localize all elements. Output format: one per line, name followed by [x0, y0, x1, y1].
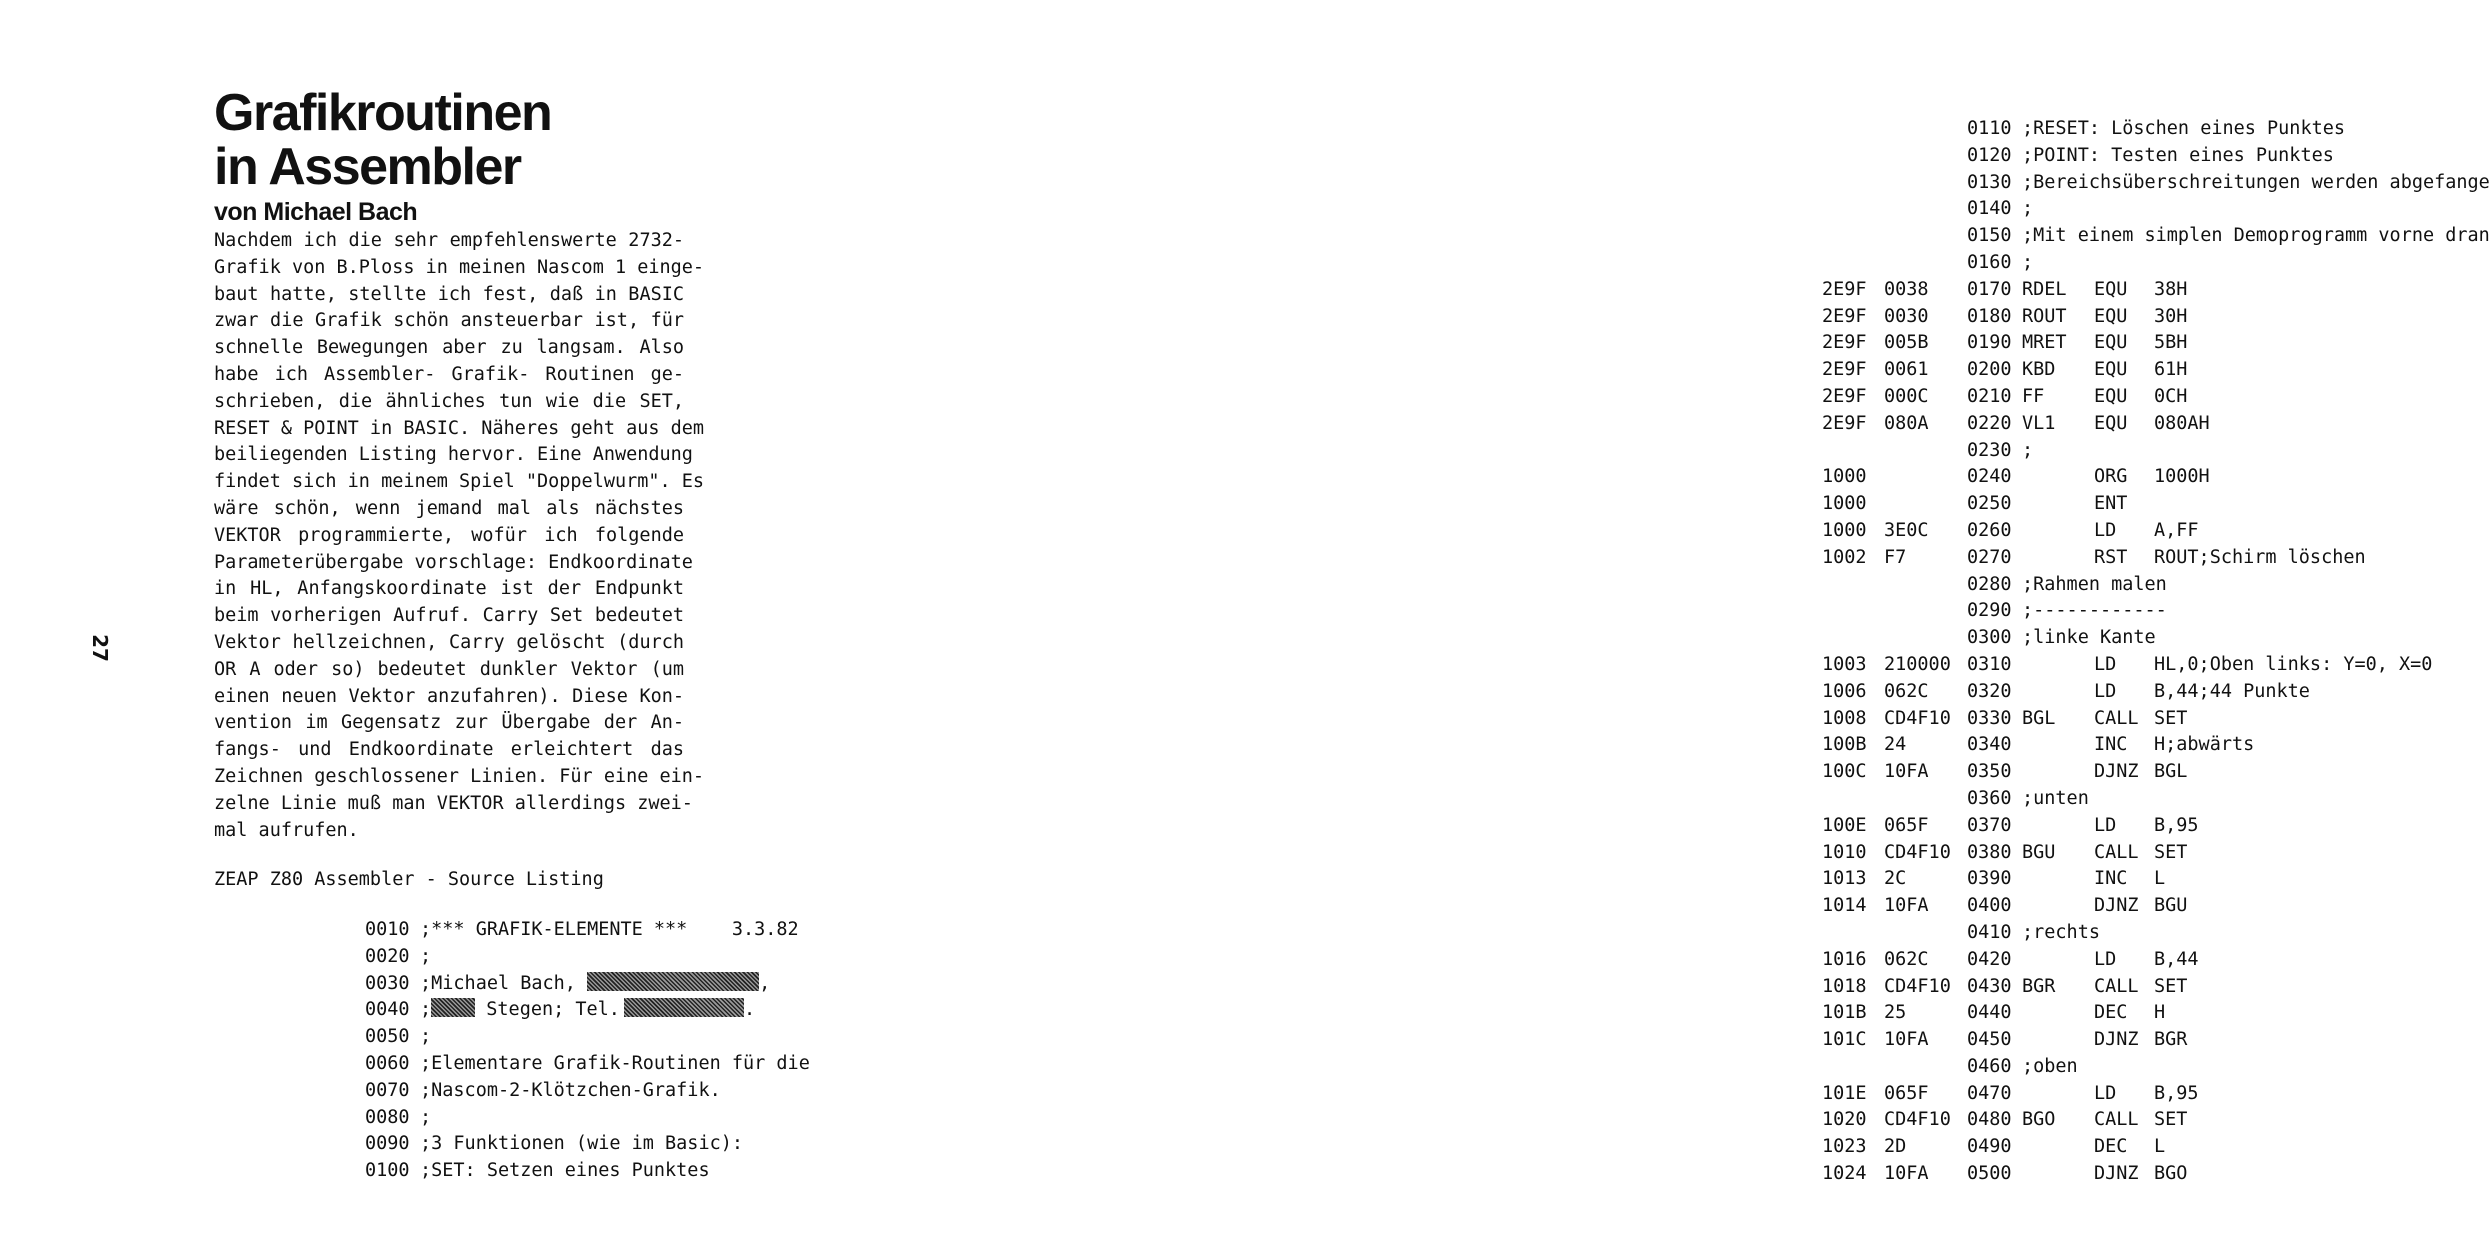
operand: 1000H — [2154, 466, 2210, 488]
operand: L — [2154, 1136, 2166, 1158]
source-text: ;SET: Setzen eines Punktes — [420, 1160, 710, 1182]
line-number: 0150 — [1967, 225, 2012, 247]
body-line: beim vorherigen Aufruf. Carry Set bedeutet — [214, 605, 684, 627]
operand: SET — [2154, 1109, 2188, 1131]
source-text-part: . — [743, 999, 756, 1021]
right-page — [877, 0, 2490, 1240]
line-number: 0290 — [1967, 600, 2012, 622]
source-text — [420, 997, 755, 1024]
address: 1000 — [1822, 519, 1867, 541]
line-number: 0360 — [1967, 787, 2012, 809]
address: 1013 — [1822, 868, 1867, 890]
source-text: ; — [2022, 251, 2034, 273]
body-line: fangs- und Endkoordinate erleichtert das — [214, 739, 684, 761]
mnemonic: INC — [2094, 868, 2128, 890]
object-code: 10FA — [1884, 1163, 1929, 1185]
source-text: ;oben — [2022, 1055, 2078, 1077]
object-code: 3E0C — [1884, 519, 1929, 541]
object-code: CD4F10 — [1884, 975, 1951, 997]
source-text-part: , — [759, 972, 771, 994]
title-line-2: in Assembler — [214, 138, 521, 196]
mnemonic: DJNZ — [2094, 1029, 2139, 1051]
mnemonic: ENT — [2094, 493, 2128, 515]
body-line: beiliegenden Listing hervor. Eine Anwendung — [214, 444, 693, 466]
body-line: habe ich Assembler- Grafik- Routinen ge- — [214, 363, 684, 385]
body-line: wäre schön, wenn jemand mal als nächstes — [214, 497, 684, 519]
operand: 0CH — [2154, 385, 2188, 407]
address: 1014 — [1822, 895, 1867, 917]
operand: B,44;44 Punkte — [2154, 680, 2310, 702]
label: BGL — [2022, 707, 2056, 729]
source-text: ; — [420, 1026, 432, 1048]
mnemonic: EQU — [2094, 359, 2128, 381]
source-text: ;Bereichsüberschreitungen werden abgefange — [2022, 171, 2490, 193]
page-number: 27 — [87, 634, 112, 662]
mnemonic: ORG — [2094, 466, 2128, 488]
line-number: 0500 — [1967, 1163, 2012, 1185]
body-line: zwar die Grafik schön ansteuerbar ist, für — [214, 310, 684, 332]
address: 101B — [1822, 1002, 1867, 1024]
object-code: 005B — [1884, 332, 1929, 354]
line-number: 0310 — [1967, 653, 2012, 675]
object-code: 062C — [1884, 948, 1929, 970]
mnemonic: CALL — [2094, 841, 2139, 863]
line-number: 0410 — [1967, 921, 2012, 943]
mnemonic: EQU — [2094, 412, 2128, 434]
object-code: 0061 — [1884, 359, 1929, 381]
article-title — [214, 86, 551, 194]
line-number: 0130 — [1967, 171, 2012, 193]
object-code: 210000 — [1884, 653, 1951, 675]
body-line: Grafik von B.Ploss in meinen Nascom 1 einge- — [214, 256, 705, 278]
operand: 61H — [2154, 359, 2188, 381]
line-number: 0450 — [1967, 1029, 2012, 1051]
operand: SET — [2154, 707, 2188, 729]
body-line: OR A oder so) bedeutet dunkler Vektor (um — [214, 658, 684, 680]
mnemonic: EQU — [2094, 278, 2128, 300]
address: 1020 — [1822, 1109, 1867, 1131]
source-text: ;------------ — [2022, 600, 2167, 622]
line-number: 0240 — [1967, 466, 2012, 488]
mnemonic: DEC — [2094, 1002, 2128, 1024]
operand: 080AH — [2154, 412, 2210, 434]
source-text: ;Nascom-2-Klötzchen-Grafik. — [420, 1079, 721, 1101]
mnemonic: DJNZ — [2094, 761, 2139, 783]
object-code: CD4F10 — [1884, 707, 1951, 729]
label: BGR — [2022, 975, 2056, 997]
line-number: 0480 — [1967, 1109, 2012, 1131]
address: 1000 — [1822, 466, 1867, 488]
operand: BGL — [2154, 761, 2188, 783]
body-line: VEKTOR programmierte, wofür ich folgende — [214, 524, 684, 546]
operand: BGO — [2154, 1163, 2188, 1185]
line-number: 0070 — [365, 1079, 410, 1101]
object-code: 000C — [1884, 385, 1929, 407]
object-code: 2C — [1884, 868, 1907, 890]
address: 2E9F — [1822, 385, 1867, 407]
mnemonic: LD — [2094, 653, 2117, 675]
line-number: 0260 — [1967, 519, 2012, 541]
source-text: ; — [2022, 439, 2034, 461]
line-number: 0330 — [1967, 707, 2012, 729]
address: 2E9F — [1822, 359, 1867, 381]
line-number: 0280 — [1967, 573, 2012, 595]
operand: B,95 — [2154, 1082, 2199, 1104]
line-number: 0060 — [365, 1052, 410, 1074]
line-number: 0050 — [365, 1026, 410, 1048]
source-text: ; — [2022, 198, 2034, 220]
address: 1018 — [1822, 975, 1867, 997]
left-page — [0, 0, 877, 1240]
line-number: 0250 — [1967, 493, 2012, 515]
label: FF — [2022, 385, 2045, 407]
title-line-1: Grafikroutinen — [214, 84, 552, 142]
mnemonic: LD — [2094, 1082, 2117, 1104]
line-number: 0320 — [1967, 680, 2012, 702]
body-line: findet sich in meinem Spiel "Doppelwurm". Es — [214, 471, 705, 493]
address: 2E9F — [1822, 332, 1867, 354]
source-text: ;POINT: Testen eines Punktes — [2022, 144, 2334, 166]
address: 1023 — [1822, 1136, 1867, 1158]
object-code: 065F — [1884, 814, 1929, 836]
line-number: 0160 — [1967, 251, 2012, 273]
body-line: baut hatte, stellte ich fest, daß in BASIC — [214, 283, 684, 305]
address: 101E — [1822, 1082, 1867, 1104]
source-text: ;Elementare Grafik-Routinen für die — [420, 1052, 810, 1074]
body-line: Zeichnen geschlossener Linien. Für eine ein- — [214, 765, 705, 787]
address: 2E9F — [1822, 278, 1867, 300]
label: MRET — [2022, 332, 2067, 354]
source-text: ;unten — [2022, 787, 2089, 809]
line-number: 0440 — [1967, 1002, 2012, 1024]
address: 1006 — [1822, 680, 1867, 702]
address: 1003 — [1822, 653, 1867, 675]
body-line: Parameterübergabe vorschlage: Endkoordinate — [214, 551, 693, 573]
mnemonic: LD — [2094, 519, 2117, 541]
object-code: 10FA — [1884, 1029, 1929, 1051]
operand: BGR — [2154, 1029, 2188, 1051]
mnemonic: INC — [2094, 734, 2128, 756]
article-body — [214, 228, 705, 844]
object-code: 10FA — [1884, 895, 1929, 917]
source-text: ;Mit einem simplen Demoprogramm vorne dran — [2022, 225, 2490, 247]
line-number: 0230 — [1967, 439, 2012, 461]
mnemonic: DEC — [2094, 1136, 2128, 1158]
operand: SET — [2154, 841, 2188, 863]
line-number: 0120 — [1967, 144, 2012, 166]
body-line: Nachdem ich die sehr empfehlenswerte 2732- — [214, 230, 684, 251]
mnemonic: RST — [2094, 546, 2128, 568]
operand: BGU — [2154, 895, 2188, 917]
operand: B,44 — [2154, 948, 2199, 970]
line-number: 0270 — [1967, 546, 2012, 568]
line-number: 0020 — [365, 945, 410, 967]
label: KBD — [2022, 359, 2056, 381]
source-text: ;linke Kante — [2022, 627, 2156, 649]
article-author: von Michael Bach — [214, 198, 418, 226]
line-number: 0170 — [1967, 278, 2012, 300]
mnemonic: LD — [2094, 680, 2117, 702]
line-number: 0090 — [365, 1133, 410, 1155]
body-line: in HL, Anfangskoordinate ist der Endpunkt — [214, 578, 684, 600]
source-text: ;Rahmen malen — [2022, 573, 2167, 595]
object-code: 080A — [1884, 412, 1929, 434]
redaction-block — [431, 998, 475, 1017]
object-code: 2D — [1884, 1136, 1907, 1158]
line-number: 0190 — [1967, 332, 2012, 354]
address: 100C — [1822, 761, 1867, 783]
body-line: Vektor hellzeichnen, Carry gelöscht (durch — [214, 631, 684, 653]
mnemonic: DJNZ — [2094, 1163, 2139, 1185]
redaction-block — [587, 972, 759, 991]
mnemonic: CALL — [2094, 975, 2139, 997]
label: VL1 — [2022, 412, 2056, 434]
body-line: zelne Linie muß man VEKTOR allerdings zwei- — [214, 792, 693, 814]
source-text-part: ;Michael Bach, — [420, 972, 588, 994]
mnemonic: EQU — [2094, 332, 2128, 354]
address: 2E9F — [1822, 412, 1867, 434]
operand: A,FF — [2154, 519, 2199, 541]
address: 1008 — [1822, 707, 1867, 729]
line-number: 0210 — [1967, 385, 2012, 407]
line-number: 0390 — [1967, 868, 2012, 890]
mnemonic: CALL — [2094, 1109, 2139, 1131]
line-number: 0010 — [365, 919, 410, 940]
line-number: 0140 — [1967, 198, 2012, 220]
listing-heading: ZEAP Z80 Assembler - Source Listing — [214, 869, 604, 890]
object-code: 10FA — [1884, 761, 1929, 783]
label: BGU — [2022, 841, 2056, 863]
operand: H — [2154, 1002, 2166, 1024]
body-line: schrieben, die ähnliches tun wie die SET, — [214, 390, 684, 412]
operand: 5BH — [2154, 332, 2188, 354]
mnemonic: LD — [2094, 948, 2117, 970]
line-number: 0380 — [1967, 841, 2012, 863]
object-code: 25 — [1884, 1002, 1907, 1024]
object-code: 0030 — [1884, 305, 1929, 327]
label: RDEL — [2022, 278, 2067, 300]
line-number: 0400 — [1967, 895, 2012, 917]
object-code: 24 — [1884, 734, 1907, 756]
label: ROUT — [2022, 305, 2067, 327]
line-number: 0460 — [1967, 1055, 2012, 1077]
body-line: RESET & POINT in BASIC. Näheres geht aus dem — [214, 417, 705, 439]
address: 1024 — [1822, 1163, 1867, 1185]
line-number: 0200 — [1967, 359, 2012, 381]
line-number: 0430 — [1967, 975, 2012, 997]
source-text — [420, 971, 770, 998]
operand: ROUT;Schirm löschen — [2154, 546, 2366, 568]
line-number: 0040 — [365, 999, 410, 1021]
source-text: ;RESET: Löschen eines Punktes — [2022, 118, 2346, 139]
source-text: ; — [420, 945, 432, 967]
mnemonic: CALL — [2094, 707, 2139, 729]
line-number: 0340 — [1967, 734, 2012, 756]
line-number: 0080 — [365, 1106, 410, 1128]
line-number: 0100 — [365, 1160, 410, 1182]
mnemonic: DJNZ — [2094, 895, 2139, 917]
mnemonic: EQU — [2094, 385, 2128, 407]
operand: HL,0;Oben links: Y=0, X=0 — [2154, 653, 2433, 675]
body-line: mal aufrufen. — [214, 819, 359, 841]
mnemonic: EQU — [2094, 305, 2128, 327]
address: 1016 — [1822, 948, 1867, 970]
line-number: 0370 — [1967, 814, 2012, 836]
object-code: CD4F10 — [1884, 841, 1951, 863]
line-number: 0350 — [1967, 761, 2012, 783]
object-code: 062C — [1884, 680, 1929, 702]
source-text-part: Stegen; Tel. — [475, 999, 620, 1021]
line-number: 0420 — [1967, 948, 2012, 970]
operand: B,95 — [2154, 814, 2199, 836]
redaction-block — [624, 998, 744, 1017]
line-number: 0220 — [1967, 412, 2012, 434]
address: 1002 — [1822, 546, 1867, 568]
source-text: ;*** GRAFIK-ELEMENTE *** 3.3.82 — [420, 919, 799, 940]
line-number: 0300 — [1967, 627, 2012, 649]
address: 101C — [1822, 1029, 1867, 1051]
body-line: schnelle Bewegungen aber zu langsam. Also — [214, 337, 684, 359]
operand: L — [2154, 868, 2166, 890]
mnemonic: LD — [2094, 814, 2117, 836]
line-number: 0490 — [1967, 1136, 2012, 1158]
address: 100E — [1822, 814, 1867, 836]
body-line: einen neuen Vektor anzufahren). Diese Kon- — [214, 685, 684, 707]
line-number: 0470 — [1967, 1082, 2012, 1104]
line-number: 0030 — [365, 972, 410, 994]
object-code: F7 — [1884, 546, 1907, 568]
line-number: 0110 — [1967, 118, 2012, 139]
source-text: ;3 Funktionen (wie im Basic): — [420, 1133, 744, 1155]
operand: 30H — [2154, 305, 2188, 327]
operand: 38H — [2154, 278, 2188, 300]
address: 1010 — [1822, 841, 1867, 863]
source-text-part: ; — [420, 999, 432, 1021]
object-code: 065F — [1884, 1082, 1929, 1104]
line-number: 0180 — [1967, 305, 2012, 327]
object-code: CD4F10 — [1884, 1109, 1951, 1131]
operand: SET — [2154, 975, 2188, 997]
source-text: ;rechts — [2022, 921, 2100, 943]
label: BGO — [2022, 1109, 2056, 1131]
object-code: 0038 — [1884, 278, 1929, 300]
operand: H;abwärts — [2154, 734, 2255, 756]
source-text: ; — [420, 1106, 432, 1128]
address: 2E9F — [1822, 305, 1867, 327]
address: 100B — [1822, 734, 1867, 756]
body-line: vention im Gegensatz zur Übergabe der An- — [214, 712, 684, 734]
address: 1000 — [1822, 493, 1867, 515]
